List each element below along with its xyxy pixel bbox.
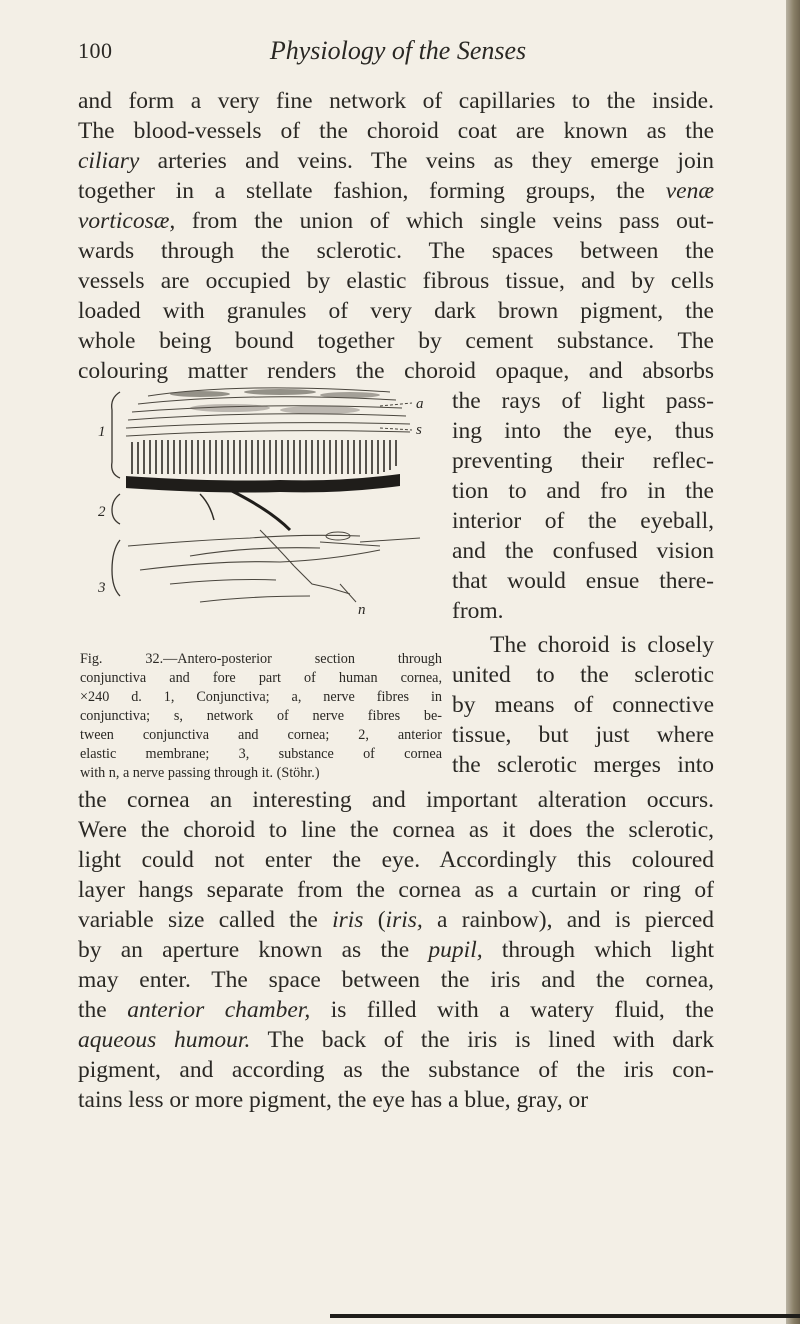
text-span: by an aperture known as the — [78, 937, 429, 963]
italic-term: ciliary — [78, 148, 140, 174]
italic-term: iris, — [385, 907, 423, 933]
caption-line: Fig. 32.—Antero-posterior section through — [80, 651, 442, 667]
figure-label-1: 1 — [98, 424, 106, 440]
text-line — [78, 1025, 714, 1055]
italic-term: vorticosæ, — [78, 208, 176, 234]
text-line: may enter. The space between the iris and the cornea, — [78, 967, 714, 993]
text-span: together in a stellate fashion, forming groups, the — [78, 178, 666, 204]
italic-term: aqueous humour. — [78, 1027, 251, 1053]
page-edge-shadow — [786, 0, 800, 1324]
text-line: wards through the sclerotic. The spaces between the — [78, 238, 714, 264]
caption-line: tween conjunctiva and cornea; 2, anterior — [80, 727, 442, 743]
text-span: from the union of which single veins pass out- — [175, 208, 714, 234]
text-line: tains less or more pigment, the eye has a blue, gray, or — [78, 1087, 589, 1113]
caption-line: conjunctiva; s, network of nerve fibres be- — [80, 708, 442, 724]
text-line: The blood-vessels of the choroid coat are known as the — [78, 118, 714, 144]
text-line — [78, 995, 714, 1025]
figure-label-2: 2 — [98, 504, 106, 520]
bottom-rule — [330, 1314, 800, 1318]
text-line: and the confused vision — [452, 538, 714, 564]
caption-line: with n, a nerve passing through it. (Stöhr.) — [80, 765, 320, 781]
text-line: ing into the eye, thus — [452, 418, 714, 444]
text-line: interior of the eyeball, — [452, 508, 714, 534]
text-line: loaded with granules of very dark brown pigment, the — [78, 298, 714, 324]
text-line: whole being bound together by cement substance. The — [78, 328, 714, 354]
running-title: Physiology of the Senses — [269, 36, 527, 65]
text-line: tissue, but just where — [452, 722, 714, 748]
text-line: the rays of light pass- — [452, 388, 714, 414]
text-line: preventing their reflec- — [452, 448, 714, 474]
page-header — [78, 36, 718, 76]
page-number: 100 — [78, 38, 113, 63]
text-span: is filled with a watery fluid, the — [310, 997, 714, 1023]
text-line — [78, 146, 714, 176]
cornea-section-figure — [80, 370, 445, 650]
text-span: through which light — [482, 937, 714, 963]
text-span: The back of the iris is lined with dark — [250, 1027, 714, 1053]
text-line — [78, 176, 714, 206]
text-line: pigment, and according as the substance of the iris con- — [78, 1057, 714, 1083]
text-line: the cornea an interesting and important alteration occurs. — [78, 787, 714, 813]
italic-term: venæ — [665, 178, 714, 204]
caption-line: ×240 d. 1, Conjunctiva; a, nerve fibres in — [80, 689, 442, 705]
text-span: arteries and veins. The veins as they emerge join — [139, 148, 714, 174]
italic-term: anterior chamber, — [127, 997, 311, 1023]
text-line: united to the sclerotic — [452, 662, 714, 688]
text-line: light could not enter the eye. Accordingly this coloured — [78, 847, 714, 873]
text-line — [78, 206, 714, 236]
text-line — [78, 935, 714, 965]
text-span: the — [78, 997, 128, 1023]
figure-label-3: 3 — [98, 580, 106, 596]
text-line: colouring matter renders the choroid opaque, and absorbs — [78, 358, 714, 384]
text-line: from. — [452, 598, 504, 624]
caption-line: conjunctiva and fore part of human cornea, — [80, 670, 442, 686]
caption-line: elastic membrane; 3, substance of cornea — [80, 746, 442, 762]
figure-label-n: n — [358, 602, 366, 618]
text-span: ( — [363, 907, 386, 933]
text-line: layer hangs separate from the cornea as a curtain or ring of — [78, 877, 714, 903]
text-line: and form a very fine network of capillaries to the inside. — [78, 88, 714, 114]
text-line: that would ensue there- — [452, 568, 714, 594]
text-line: vessels are occupied by elastic fibrous tissue, and by cells — [78, 268, 714, 294]
text-line: the sclerotic merges into — [452, 752, 714, 778]
text-line: by means of connective — [452, 692, 714, 718]
text-line: The choroid is closely — [490, 632, 714, 658]
italic-term: pupil, — [428, 937, 483, 963]
figure-label-a: a — [416, 396, 424, 412]
figure-label-s: s — [416, 422, 422, 438]
text-line: tion to and fro in the — [452, 478, 714, 504]
text-line: Were the choroid to line the cornea as it does the sclerotic, — [78, 817, 714, 843]
text-line — [78, 905, 714, 935]
cornea-section-illustration — [80, 370, 445, 650]
text-span: a rainbow), and is pierced — [422, 907, 714, 933]
italic-term: iris — [332, 907, 364, 933]
text-span: variable size called the — [78, 907, 333, 933]
figure-caption — [80, 650, 442, 783]
